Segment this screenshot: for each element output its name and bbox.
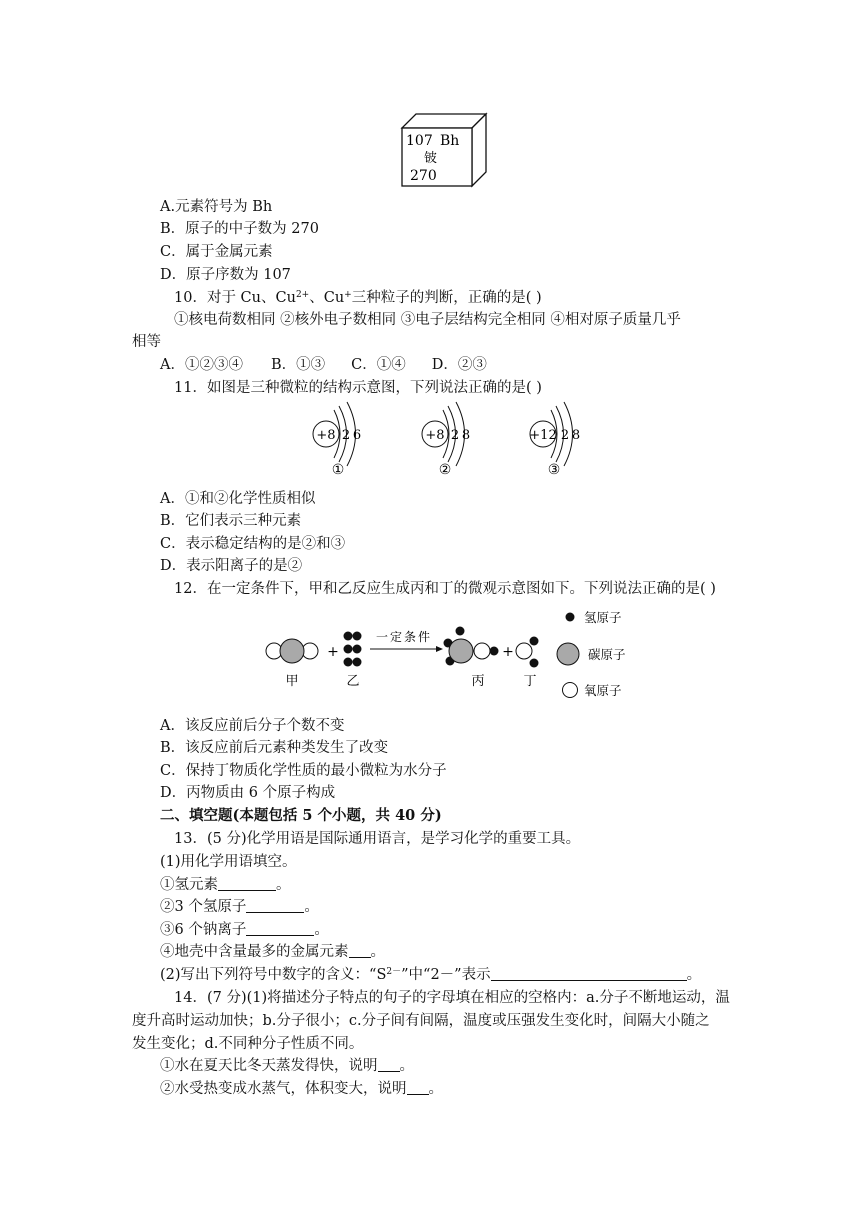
q11-option-d: D．表示阳离子的是② xyxy=(160,558,303,574)
svg-text:6: 6 xyxy=(352,428,362,443)
q10-statements: ①核电荷数相同 ②核外电子数相同 ③电子层结构完全相同 ④相对原子质量几乎 xyxy=(174,312,681,328)
q14-item2: ②水受热变成水蒸气，体积变大，说明 。 xyxy=(160,1081,443,1097)
molecule-ding xyxy=(516,637,539,690)
svg-text:乙: 乙 xyxy=(346,674,360,689)
answer-blank[interactable] xyxy=(246,921,314,936)
svg-text:8: 8 xyxy=(461,428,471,443)
q12-option-d: D．丙物质由 6 个原子构成 xyxy=(160,785,336,801)
q11-option-b: B．它们表示三种元素 xyxy=(160,513,302,529)
q11-option-a: A．①和②化学性质相似 xyxy=(160,491,316,507)
reaction-condition: 一定条件 xyxy=(375,630,433,644)
answer-blank[interactable] xyxy=(491,966,687,981)
q13-item3: ③6 个钠离子 。 xyxy=(160,922,329,938)
q13-stem: 13．(5 分)化学用语是国际通用语言，是学习化学的重要工具。 xyxy=(174,831,581,847)
q11-atom-diagrams xyxy=(300,400,600,478)
q13-part2: (2)写出下列符号中数字的含义：“$S^{2-}$”中“2－”表示 。 xyxy=(160,967,702,983)
answer-blank[interactable] xyxy=(246,898,304,913)
svg-text:③: ③ xyxy=(547,462,561,478)
plus-sign-2: + xyxy=(502,644,514,660)
svg-text:8: 8 xyxy=(571,428,581,443)
q13-part1: (1)用化学用语填空。 xyxy=(160,854,297,870)
q13-item2: ②3 个氢原子 。 xyxy=(160,899,319,915)
q12-stem: 12．在一定条件下，甲和乙反应生成丙和丁的微观示意图如下。下列说法正确的是( ) xyxy=(174,581,716,597)
answer-blank[interactable] xyxy=(407,1080,429,1095)
atom-structure-1 xyxy=(313,402,361,478)
q14-line3: 发生变化；d.不同种分子性质不同。 xyxy=(132,1036,364,1052)
q10-stem: 10．对于 Cu、$Cu^{2+}$、Cu+三种粒子的判断，正确的是( ) xyxy=(174,290,542,306)
svg-text:+8: +8 xyxy=(316,428,336,443)
q14-item1: ①水在夏天比冬天蒸发得快，说明 。 xyxy=(160,1058,414,1074)
q9-option-c: C．属于金属元素 xyxy=(160,244,273,260)
svg-text:丙: 丙 xyxy=(471,674,485,689)
q10-options: A．①②③④ B．①③ C．①④ D．②③ xyxy=(160,357,487,373)
q10-statements-cont: 相等 xyxy=(132,334,161,350)
section-title: 二、填空题(本题包括 5 个小题，共 40 分) xyxy=(160,807,442,824)
atom-structure-2 xyxy=(422,402,470,478)
molecule-bing xyxy=(444,627,499,690)
svg-text:2: 2 xyxy=(341,428,351,443)
q11-stem: 11．如图是三种微粒的结构示意图，下列说法正确的是( ) xyxy=(174,380,542,396)
atom-structure-3 xyxy=(529,402,580,478)
q9-option-d: D．原子序数为 107 xyxy=(160,267,291,283)
element-mass: 270 xyxy=(410,168,437,184)
molecule-yi xyxy=(344,632,362,690)
element-symbol: Bh xyxy=(440,133,460,149)
plus-sign-1: + xyxy=(327,644,339,660)
element-name: 铍 xyxy=(424,151,438,166)
q9-option-b: B．原子的中子数为 270 xyxy=(160,221,319,237)
q14-line2: 度升高时运动加快；b.分子很小；c.分子间有间隔，温度或压强发生变化时，间隔大小随之 xyxy=(132,1013,710,1029)
svg-text:氧原子: 氧原子 xyxy=(584,683,622,698)
q12-option-c: C．保持丁物质化学性质的最小微粒为水分子 xyxy=(160,763,447,779)
q9-option-a: A.元素符号为 Bh xyxy=(160,199,273,215)
answer-blank[interactable] xyxy=(378,1057,400,1072)
element-card xyxy=(398,110,490,188)
svg-text:甲: 甲 xyxy=(285,674,299,689)
q12-option-a: A．该反应前后分子个数不变 xyxy=(160,718,345,734)
svg-text:+12: +12 xyxy=(529,428,557,443)
q12-reaction-diagram xyxy=(258,603,638,703)
svg-text:2: 2 xyxy=(450,428,460,443)
q12-option-b: B．该反应前后元素种类发生了改变 xyxy=(160,740,389,756)
reaction-legend xyxy=(557,610,626,698)
q13-item4: ④地壳中含量最多的金属元素 。 xyxy=(160,944,385,960)
q11-option-c: C．表示稳定结构的是②和③ xyxy=(160,536,346,552)
svg-text:碳原子: 碳原子 xyxy=(588,647,626,662)
molecule-jia xyxy=(266,639,318,689)
svg-text:2: 2 xyxy=(560,428,570,443)
svg-text:丁: 丁 xyxy=(523,674,537,689)
q13-item1: ①氢元素 。 xyxy=(160,877,291,893)
answer-blank[interactable] xyxy=(218,876,276,891)
answer-blank[interactable] xyxy=(349,943,371,958)
svg-text:①: ① xyxy=(331,462,345,478)
q14-line1: 14．(7 分)(1)将描述分子特点的句子的字母填在相应的空格内：a.分子不断地运动，温 xyxy=(174,990,730,1006)
svg-text:氢原子: 氢原子 xyxy=(584,610,622,625)
svg-text:+8: +8 xyxy=(425,428,445,443)
svg-text:②: ② xyxy=(438,462,452,478)
element-number: 107 xyxy=(406,133,433,149)
